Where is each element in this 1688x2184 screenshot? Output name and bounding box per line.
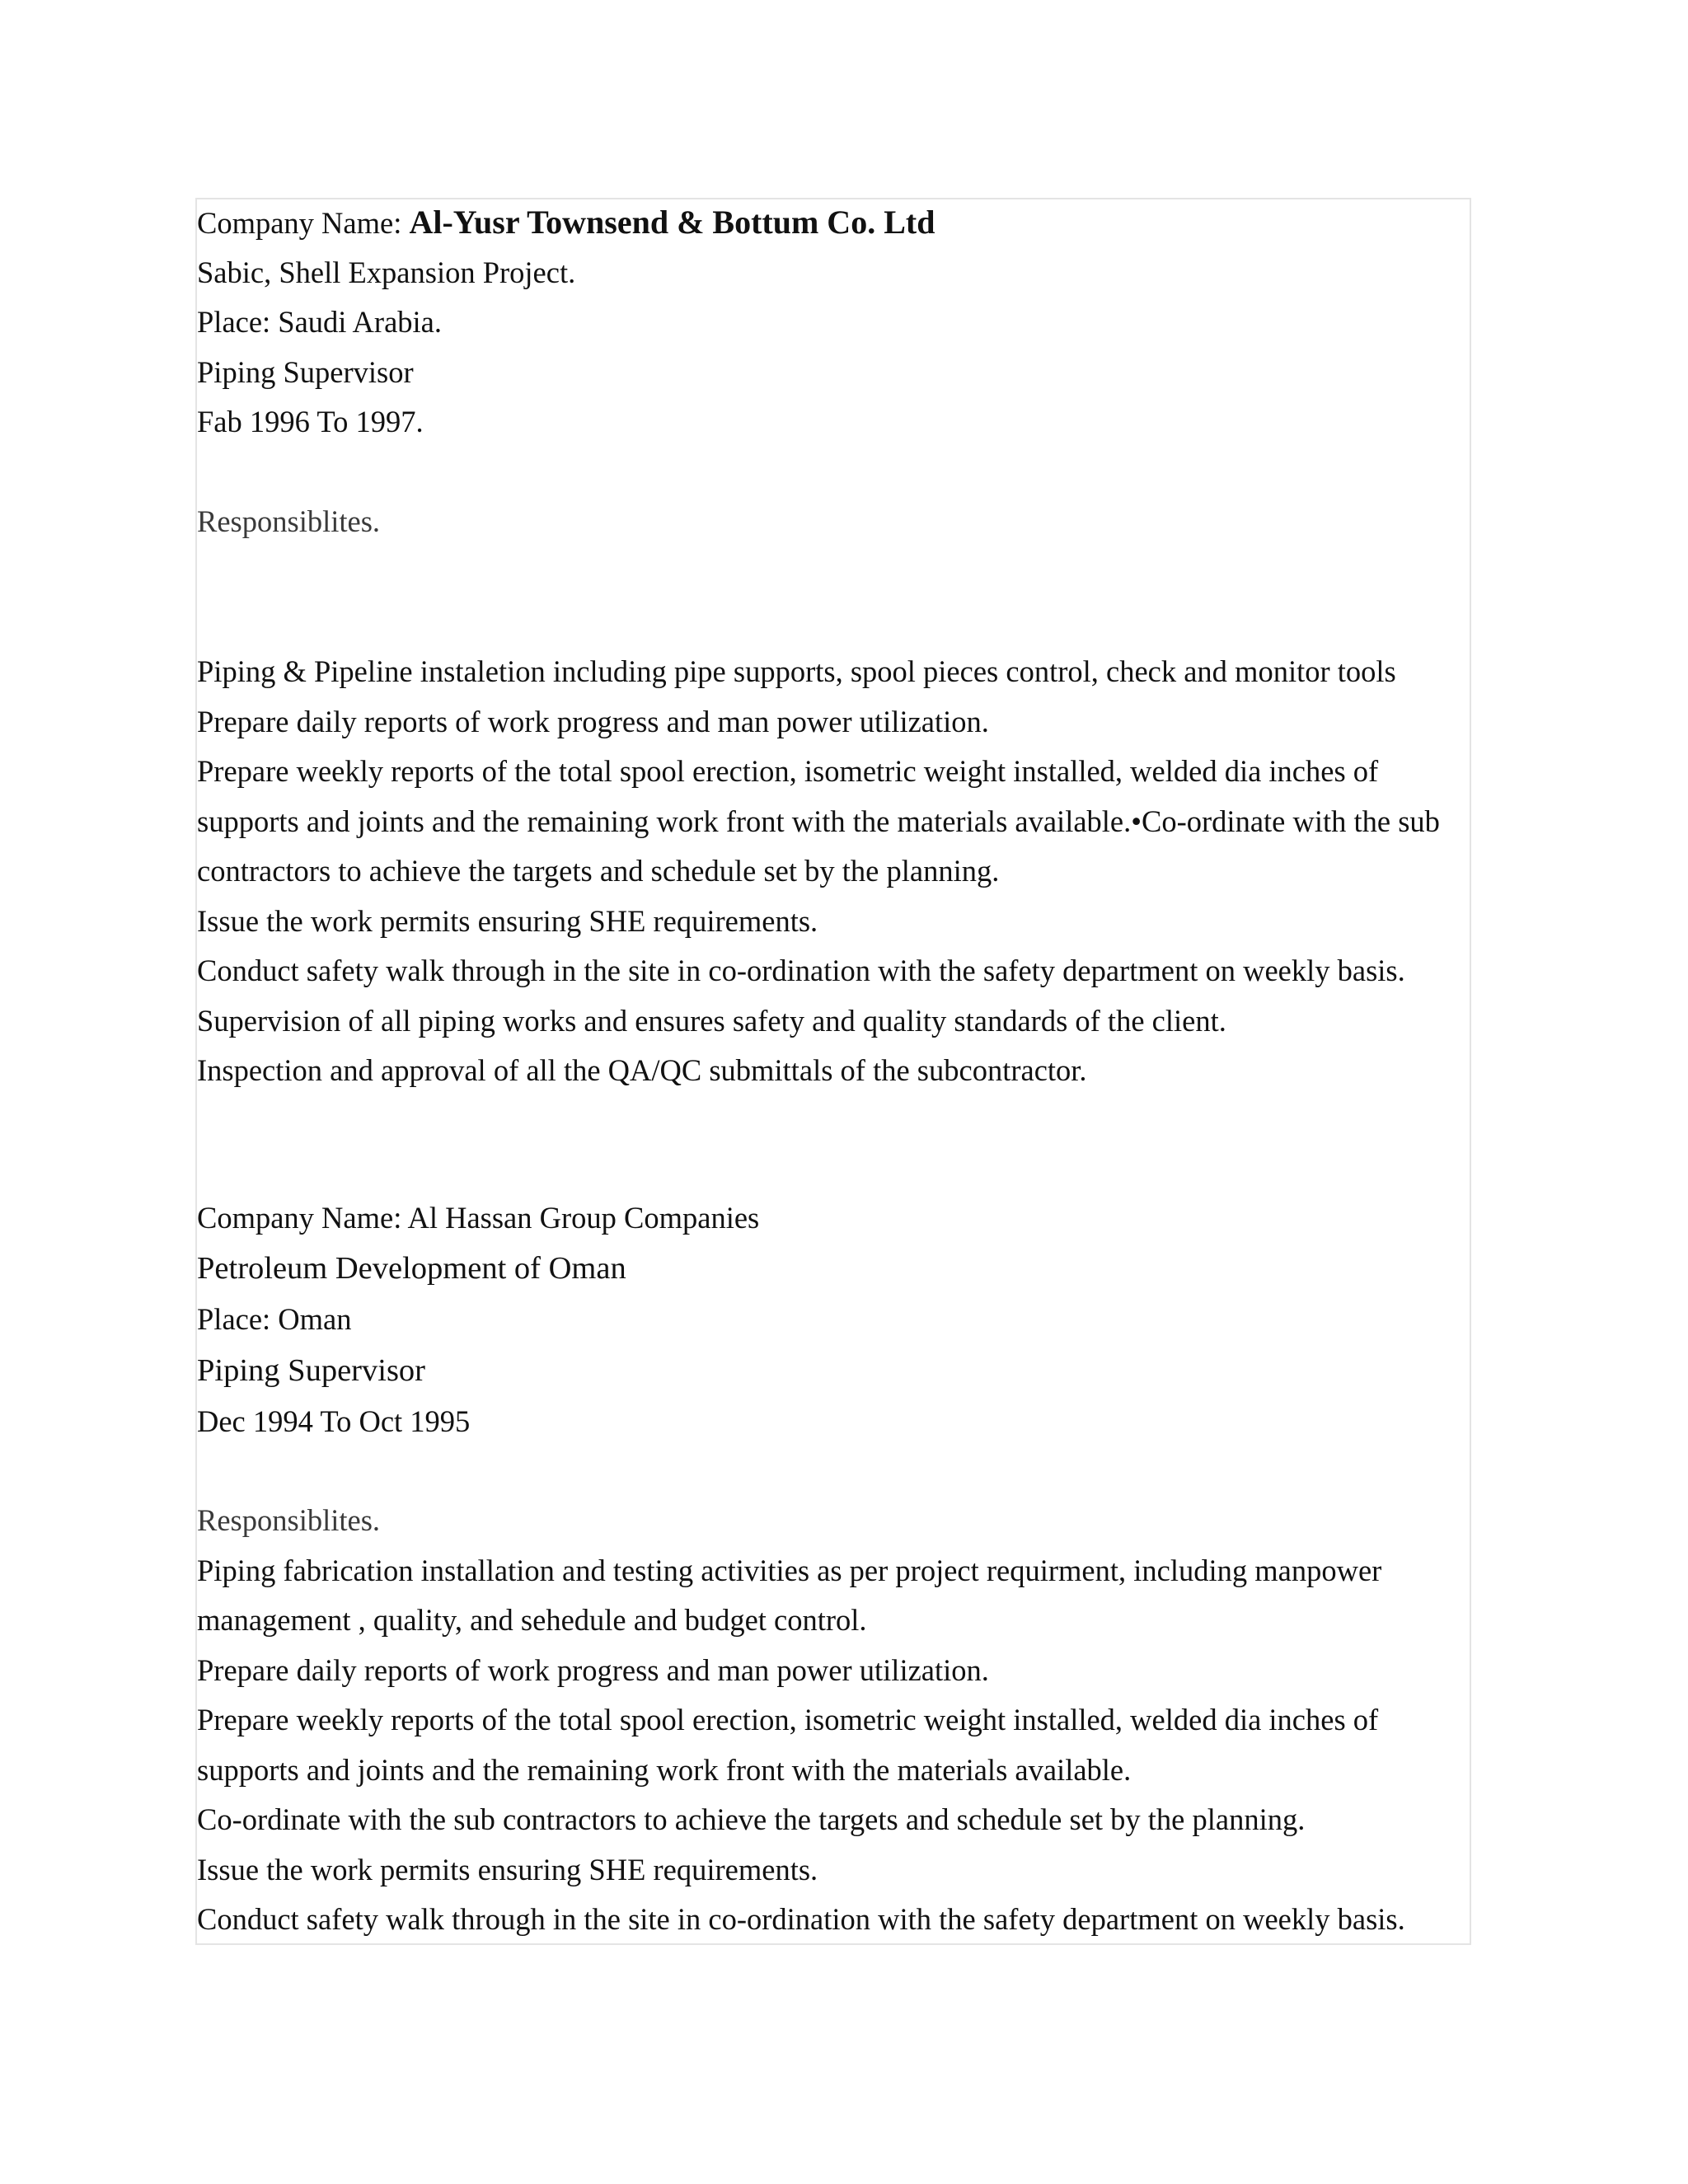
company-line: Company Name: Al Hassan Group Companies [197,1200,760,1235]
responsibility-line: Prepare weekly reports of the total spool erection, isometric weight installed, welded dia inches of [197,1703,1379,1736]
responsibility-line: management , quality, and sehedule and budget control. [197,1603,867,1637]
responsibility-line: Prepare daily reports of work progress and man power utilization. [197,1652,989,1687]
employment-period: Fab 1996 To 1997. [197,405,424,438]
responsibilities-heading: Responsiblites. [197,1503,381,1537]
job-entry-2 [197,1193,1466,1945]
project-name: Petroleum Development of Oman [197,1251,626,1286]
responsibility-line: Issue the work permits ensuring SHE requirements. [197,1852,818,1886]
responsibility-line: contractors to achieve the targets and schedule set by the planning. [197,854,1000,888]
company-name: Al-Yusr Townsend & Bottum Co. Ltd [409,204,935,241]
project-name: Sabic, Shell Expansion Project. [197,255,576,289]
responsibilities-heading: Responsiblites. [197,504,381,538]
place: Place: Saudi Arabia. [197,305,442,339]
responsibility-line: Piping & Pipeline instaletion including pipe supports, spool pieces control, check and monitor tools [197,654,1396,688]
responsibility-line: Prepare weekly reports of the total spool erection, isometric weight installed, welded dia inches of [197,754,1379,788]
responsibility-line: Conduct safety walk through in the site in co-ordination with the safety department on weekly basis. [197,954,1405,987]
job-entry-1 [197,198,1466,1096]
company-label: Company Name: [197,206,410,240]
responsibility-line: Issue the work permits ensuring SHE requirements. [197,903,818,938]
company-line [197,198,1466,248]
employment-period: Dec 1994 To Oct 1995 [197,1404,471,1438]
responsibility-line: Supervision of all piping works and ensures safety and quality standards of the client. [197,1003,1226,1038]
responsibility-line: Piping fabrication installation and testing activities as per project requirment, including manpower [197,1553,1382,1587]
document-body [197,198,1466,1945]
position-title: Piping Supervisor [197,1352,426,1388]
responsibility-line: supports and joints and the remaining work front with the materials available. [197,1752,1132,1787]
responsibility-line: Conduct safety walk through in the site in co-ordination with the safety department on weekly basis. [197,1902,1405,1936]
responsibility-line: Inspection and approval of all the QA/QC submittals of the subcontractor. [197,1053,1087,1087]
responsibility-line: Co-ordinate with the sub contractors to achieve the targets and schedule set by the planning. [197,1802,1306,1836]
responsibility-line: supports and joints and the remaining work front with the materials available.•Co-ordinate with the sub [197,804,1440,838]
position-title: Piping Supervisor [197,354,414,389]
place: Place: Oman [197,1302,352,1336]
responsibility-line: Prepare daily reports of work progress and man power utilization. [197,704,989,738]
responsibilities-list [197,1546,1466,1945]
responsibilities-list [197,647,1466,1096]
